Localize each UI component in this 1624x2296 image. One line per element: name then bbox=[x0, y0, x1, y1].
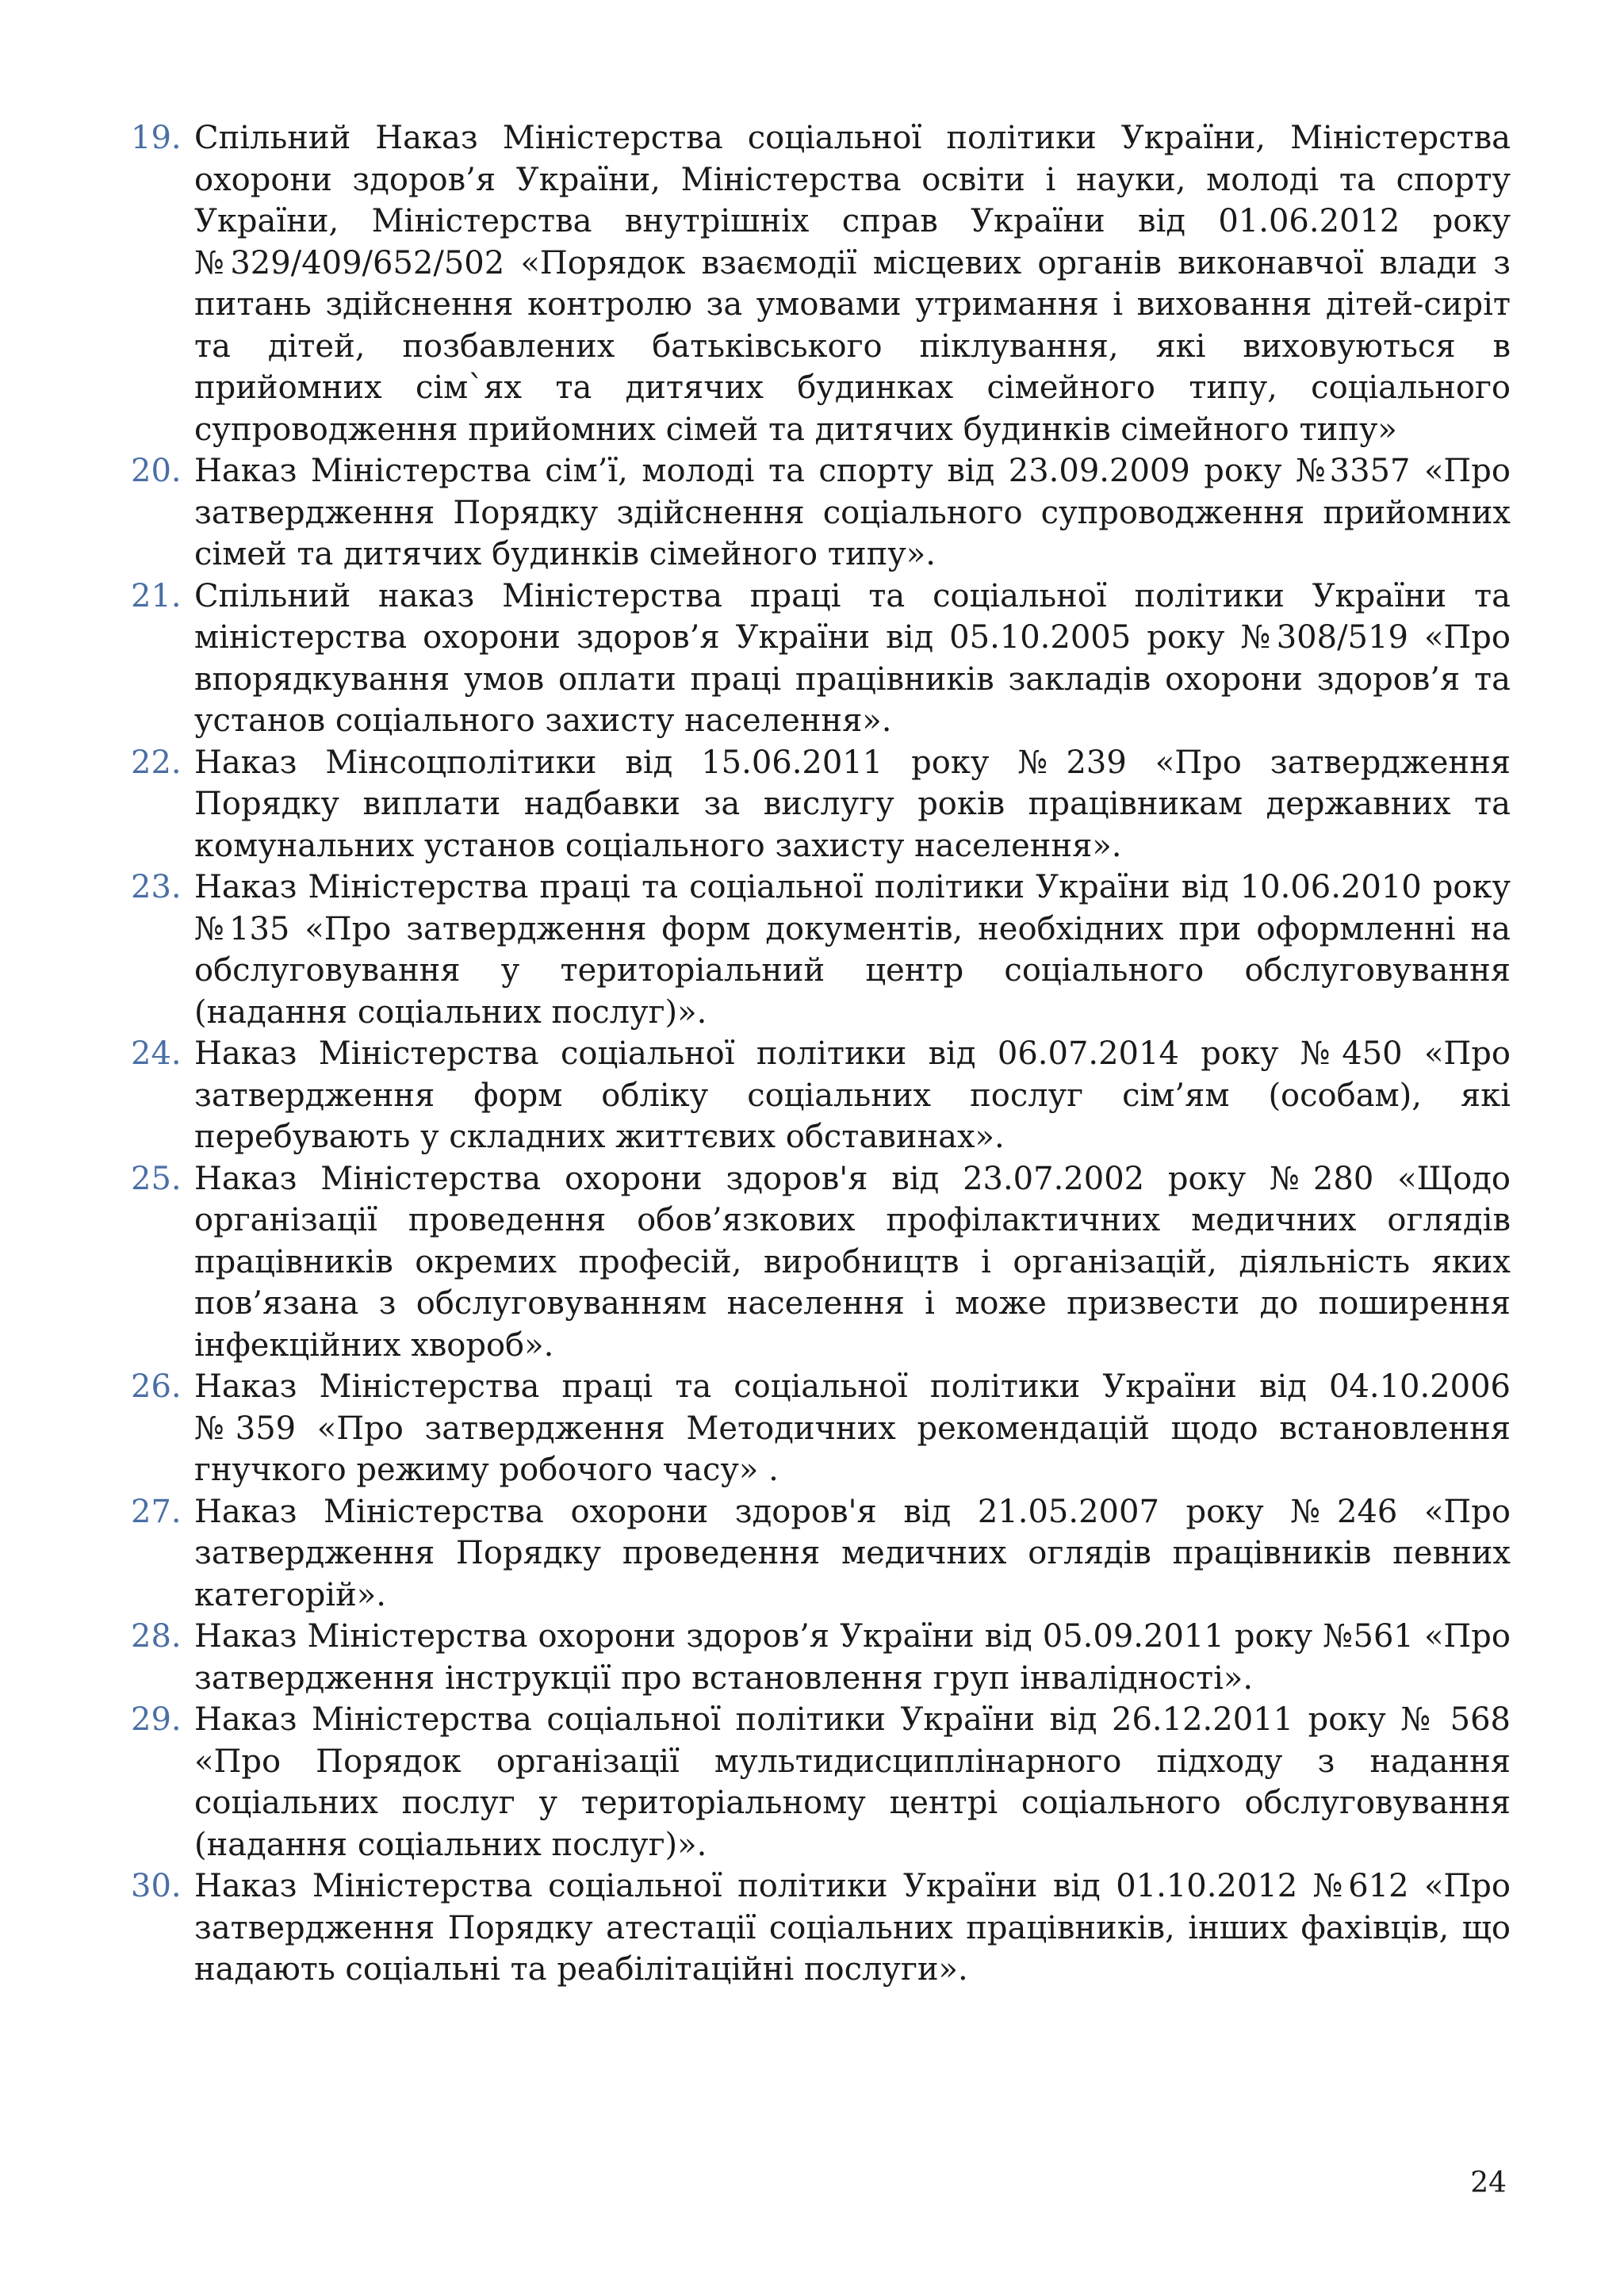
reference-number: 30. bbox=[131, 1868, 182, 1904]
reference-text: Наказ Міністерства соціальної політики України від 26.12.2011 року № 568 «Про Порядок організації мультидисциплінарного підходу з надання соціальних послуг у територіальному центрі соціального обслуговування (надання соціальних послуг)». bbox=[194, 1701, 1511, 1863]
reference-item-20 bbox=[131, 450, 1511, 576]
reference-number: 26. bbox=[131, 1368, 182, 1405]
reference-number: 28. bbox=[131, 1618, 182, 1655]
reference-text: Наказ Міністерства охорони здоров'я від 23.07.2002 року №280 «Щодо організації проведення обов’язкових профілактичних медичних оглядів працівників окремих професій, виробництв і організацій, діяльність яких пов’язана з обслуговуванням населення і може призвести до поширення інфекційних хвороб». bbox=[194, 1160, 1511, 1364]
reference-item-19 bbox=[131, 117, 1511, 450]
page-number: 24 bbox=[1470, 2167, 1507, 2199]
reference-item-27 bbox=[131, 1491, 1511, 1617]
reference-number: 24. bbox=[131, 1035, 182, 1072]
reference-item-26 bbox=[131, 1366, 1511, 1491]
reference-text: Наказ Міністерства сім’ї, молоді та спорту від 23.09.2009 року №3357 «Про затвердження Порядку здійснення соціального супроводження прийомних сімей та дитячих будинків сімейного типу». bbox=[194, 453, 1511, 572]
reference-item-28 bbox=[131, 1616, 1511, 1699]
reference-item-24 bbox=[131, 1033, 1511, 1158]
reference-number: 27. bbox=[131, 1493, 182, 1530]
reference-text: Наказ Міністерства праці та соціальної політики України від 04.10.2006 №359 «Про затвердження Методичних рекомендацій щодо встановлення гнучкого режиму робочого часу» . bbox=[194, 1368, 1511, 1488]
reference-item-22 bbox=[131, 742, 1511, 867]
reference-item-30 bbox=[131, 1866, 1511, 1991]
reference-number: 29. bbox=[131, 1701, 182, 1738]
reference-number: 19. bbox=[131, 120, 182, 156]
reference-number: 25. bbox=[131, 1160, 182, 1197]
reference-text: Наказ Міністерства соціальної політики від 06.07.2014 року №450 «Про затвердження форм обліку соціальних послуг сім’ям (особам), які перебувають у складних життєвих обставинах». bbox=[194, 1035, 1511, 1155]
reference-item-25 bbox=[131, 1158, 1511, 1367]
reference-text: Наказ Міністерства охорони здоров’я України від 05.09.2011 року №561 «Про затвердження інструкції про встановлення груп інвалідності». bbox=[194, 1618, 1511, 1697]
reference-list bbox=[131, 117, 1511, 1991]
reference-number: 20. bbox=[131, 453, 182, 489]
reference-text: Наказ Міністерства охорони здоров'я від 21.05.2007 року №246 «Про затвердження Порядку проведення медичних оглядів працівників певних категорій». bbox=[194, 1493, 1511, 1613]
reference-item-23 bbox=[131, 867, 1511, 1033]
reference-text: Наказ Міністерства соціальної політики України від 01.10.2012 №612 «Про затвердження Порядку атестації соціальних працівників, інших фахівців, що надають соціальні та реабілітаційні послуги». bbox=[194, 1868, 1511, 1988]
reference-number: 23. bbox=[131, 869, 182, 905]
reference-item-21 bbox=[131, 576, 1511, 742]
reference-text: Спільний Наказ Міністерства соціальної політики України, Міністерства охорони здоров’я України, Міністерства освіти і науки, молоді та спорту України, Міністерства внутрішніх справ України від 01.06.2012 року №329/409/652/502 «Порядок взаємодії місцевих органів виконавчої влади з питань здійснення контролю за умовами утримання і виховання дітей-сиріт та дітей, позбавлених батьківського піклування, які виховуються в прийомних сім`ях та дитячих будинках сімейного типу, соціального супроводження прийомних сімей та дитячих будинків сімейного типу» bbox=[194, 120, 1511, 448]
reference-item-29 bbox=[131, 1699, 1511, 1866]
reference-number: 21. bbox=[131, 577, 182, 614]
reference-text: Наказ Мінсоцполітики від 15.06.2011 року №239 «Про затвердження Порядку виплати надбавки за вислугу років працівникам державних та комунальних установ соціального захисту населення». bbox=[194, 744, 1511, 864]
reference-number: 22. bbox=[131, 744, 182, 781]
reference-text: Наказ Міністерства праці та соціальної політики України від 10.06.2010 року №135 «Про затвердження форм документів, необхідних при оформленні на обслуговування у територіальний центр соціального обслуговування (надання соціальних послуг)». bbox=[194, 869, 1511, 1031]
reference-text: Спільний наказ Міністерства праці та соціальної політики України та міністерства охорони здоров’я України від 05.10.2005 року №308/519 «Про впорядкування умов оплати праці працівників закладів охорони здоров’я та установ соціального захисту населення». bbox=[194, 577, 1511, 739]
